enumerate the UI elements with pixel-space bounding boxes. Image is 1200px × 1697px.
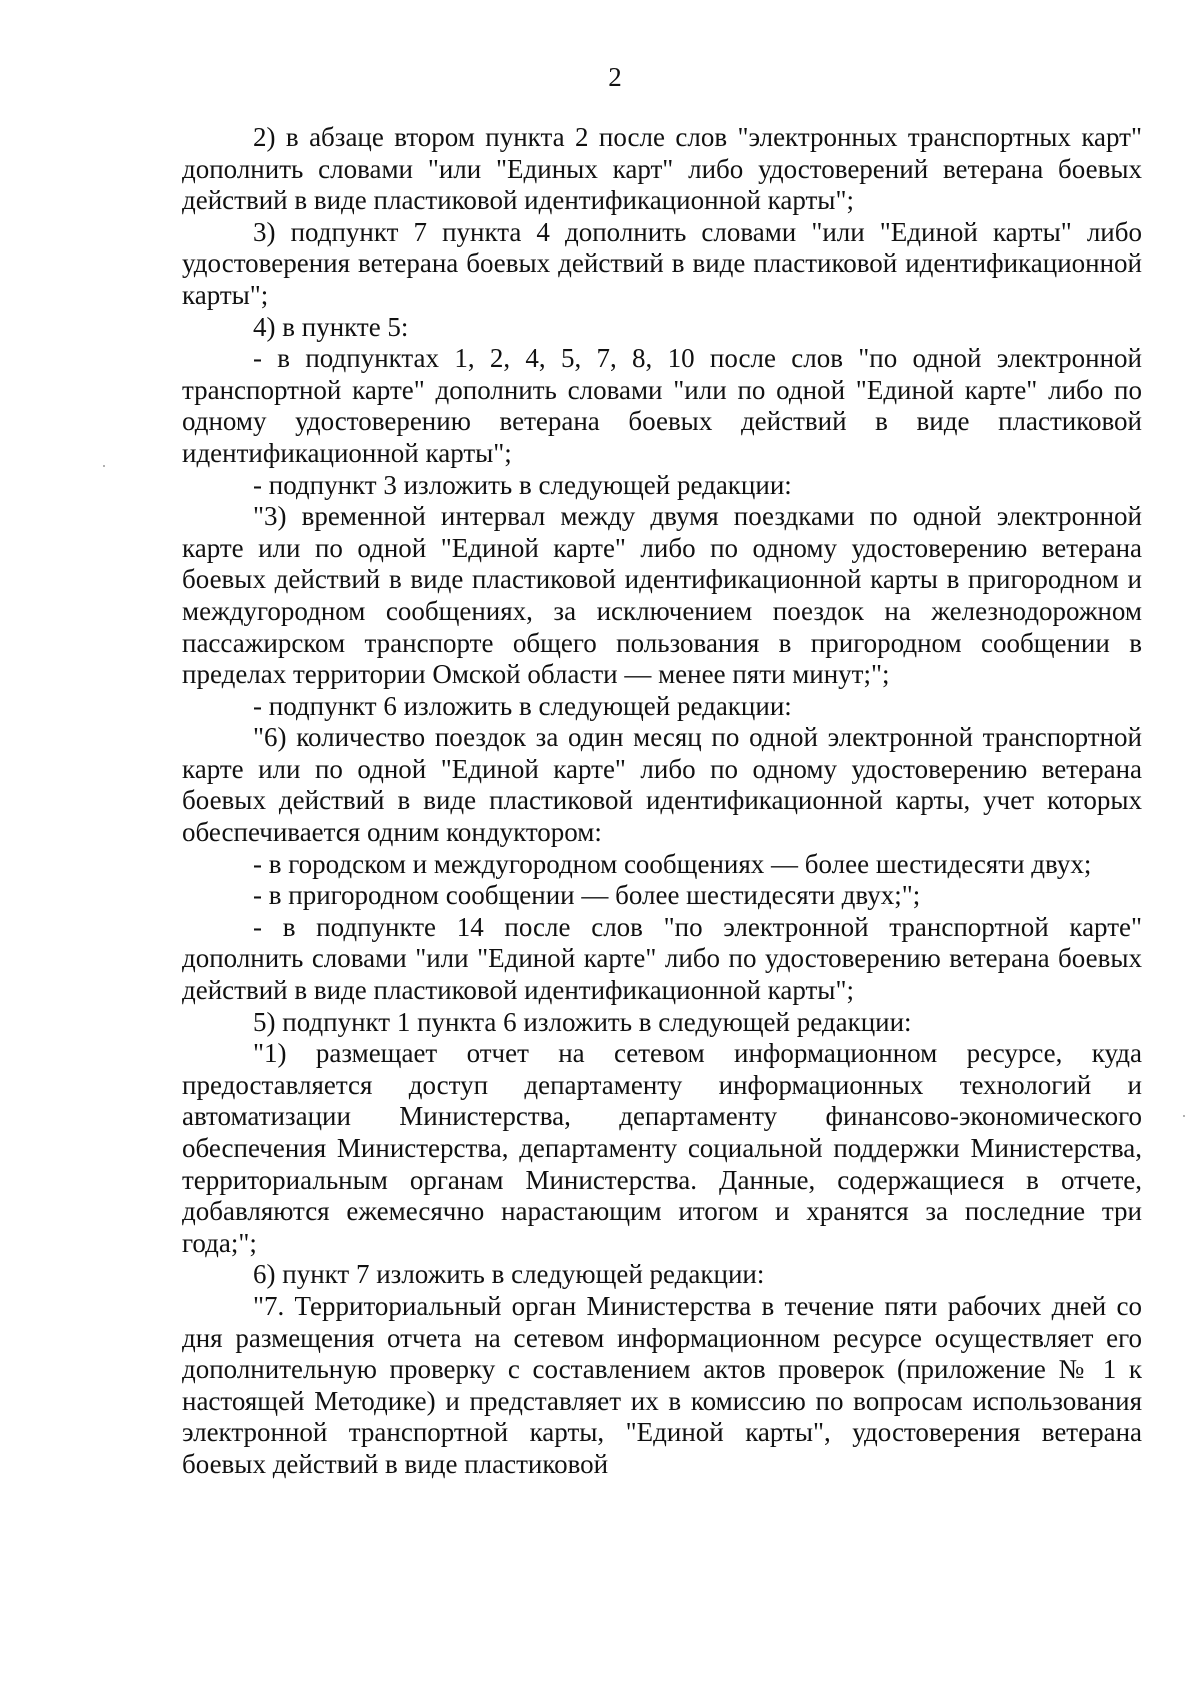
page-number: 2 [608,62,622,92]
paragraph-10: - в пригородном сообщении — более шестидесяти двух;"; [253,880,921,911]
paragraph-1: 2) в абзаце втором пункта 2 после слов "электронных транспортных карт" дополнить словами "или "Единых карт" либо удостоверений ветерана боевых действий в виде пластиковой идентификационной карты"; [182,122,1142,216]
paragraph-5: - подпункт 3 изложить в следующей редакции: [253,469,792,500]
paragraph-8: "6) количество поездок за один месяц по одной электронной транспортной карте или по одной "Единой карте" либо по одному удостоверению ветерана боевых действий в виде пластиковой идентификационной карты, учет которых обеспечивается одним кондуктором: [182,722,1142,848]
paragraph-2: 3) подпункт 7 пункта 4 дополнить словами "или "Единой карты" либо удостоверения ветерана боевых действий в виде пластиковой идентификационной карты"; [182,216,1142,310]
document-body [182,122,1142,1481]
paragraph-12: 5) подпункт 1 пункта 6 изложить в следующей редакции: [253,1006,912,1037]
paragraph-7: - подпункт 6 изложить в следующей редакции: [253,690,792,721]
scan-speck [1183,1115,1185,1117]
paragraph-13: "1) размещает отчет на сетевом информационном ресурсе, куда предоставляется доступ департаменту информационных технологий и автоматизации Министерства, департаменту финансово-экономического обеспечения Министерства, департаменту социальной поддержки Министерства, территориальным органам Министерства. Данные, содержащиеся в отчете, добавляются ежемесячно нарастающим итогом и хранятся за последние три года;"; [182,1038,1142,1258]
paragraph-4: - в подпунктах 1, 2, 4, 5, 7, 8, 10 после слов "по одной электронной транспортной карте" дополнить словами "или по одной "Единой карте" либо по одному удостоверению ветерана боевых действий в виде пластиковой идентификационной карты"; [182,343,1142,468]
paragraph-6: "3) временной интервал между двумя поездками по одной электронной карте или по одной "Единой карте" либо по одному удостоверению ветерана боевых действий в виде пластиковой идентификационной карты в пригородном и междугородном сообщениях, за исключением поездок на железнодорожном пассажирском транспорте общего пользования в пригородном сообщении в пределах территории Омской области — менее пяти минут;"; [182,501,1142,690]
paragraph-11: - в подпункте 14 после слов "по электронной транспортной карте" дополнить словами "или "Единой карте" либо по удостоверению ветерана боевых действий в виде пластиковой идентификационной карты"; [182,911,1142,1006]
paragraph-3: 4) в пункте 5: [253,311,409,342]
paragraph-14: 6) пункт 7 изложить в следующей редакции: [253,1259,765,1290]
paragraph-15: "7. Территориальный орган Министерства в течение пяти рабочих дней со дня размещения отчета на сетевом информационном ресурсе осуществляет его дополнительную проверку с составлением актов проверок (приложение № 1 к настоящей Методике) и представляет их в комиссию по вопросам использования электронной транспортной карты, "Единой карты", удостоверения ветерана боевых действий в виде пластиковой [182,1290,1142,1479]
scan-speck [103,465,105,467]
paragraph-9: - в городском и междугородном сообщениях — более шестидесяти двух; [253,848,1092,879]
